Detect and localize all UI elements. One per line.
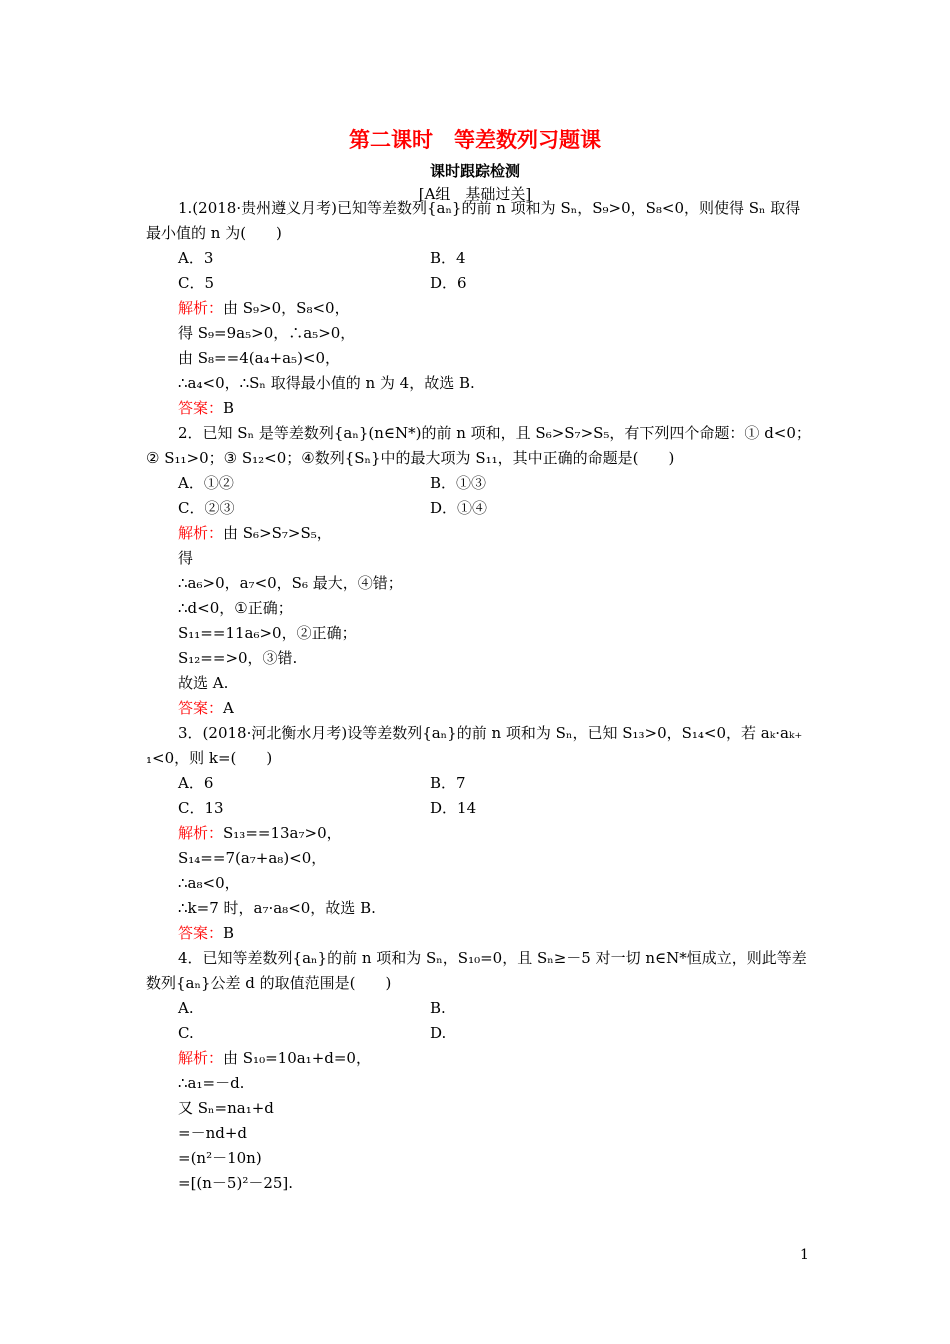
solution-line (178, 1123, 247, 1143)
line-text: =－nd+d (178, 1124, 248, 1142)
option-right: B. (430, 999, 446, 1017)
answer-line (178, 398, 234, 418)
solution-label: 解析： (178, 1049, 224, 1067)
solution-label: 解析： (178, 524, 224, 542)
line-text: A (223, 699, 234, 717)
solution-line (178, 598, 293, 618)
line-text: ∴a₈<0， (178, 874, 240, 892)
line-text: 3．(2018·河北衡水月考)设等差数列{aₙ}的前 n 项和为 Sₙ，已知 S₁₃>0，S₁₄<0，若 aₖ·aₖ₊ (178, 724, 803, 742)
line-text: ∴k=7 时，a₇·a₈<0，故选 B. (178, 899, 376, 917)
line-text: 数列{aₙ}公差 d 的取值范围是( ) (146, 974, 392, 992)
option-right: B．7 (430, 774, 466, 792)
solution-label: 解析： (178, 299, 224, 317)
solution-line (178, 648, 297, 668)
solution-line (178, 1173, 293, 1193)
line-text: ∴a₆>0，a₇<0，S₆ 最大，④错； (178, 574, 403, 592)
solution-line (178, 1148, 262, 1168)
answer-line (178, 698, 234, 718)
solution-line (178, 548, 193, 568)
option-right: D．14 (430, 799, 477, 817)
page-subtitle: 课时跟踪检测 (429, 162, 520, 180)
option-left: A．①② (178, 474, 234, 492)
question-line (178, 948, 807, 968)
option-left: A．6 (178, 774, 214, 792)
solution-line (178, 1098, 274, 1118)
solution-line (178, 623, 357, 643)
question-line (178, 198, 800, 218)
line-text: S₁₄==7(a₇+a₈)<0， (178, 849, 327, 867)
option-right: B．4 (430, 249, 466, 267)
solution-line (178, 823, 342, 843)
line-text: 1.(2018·贵州遵义月考)已知等差数列{aₙ}的前 n 项和为 Sₙ，S₉>0，S₈<0，则使得 Sₙ 取得 (178, 199, 801, 217)
option-left: C．②③ (178, 499, 235, 517)
solution-line (178, 373, 475, 393)
line-text: ∴a₁=－d. (178, 1074, 245, 1092)
option-left: C. (178, 1024, 194, 1042)
line-text: ₁<0，则 k=( ) (146, 749, 273, 767)
line-text: B (223, 924, 235, 942)
line-text: S₁₂==>0，③错. (178, 649, 298, 667)
line-text: 得 (178, 549, 194, 567)
line-text: 由 S₈==4(a₄+a₅)<0， (178, 349, 341, 367)
line-text: S₁₁==11a₆>0，②正确； (178, 624, 357, 642)
solution-line (178, 898, 376, 918)
group-heading: [A组 基础过关] (418, 185, 532, 203)
line-text: ∴d<0，①正确； (178, 599, 293, 617)
option-right: D．6 (430, 274, 467, 292)
option-right: D．①④ (430, 499, 488, 517)
line-text: =(n²－10n) (178, 1149, 262, 1167)
option-left: A. (178, 999, 194, 1017)
line-text: 得 S₉=9a₅>0，∴a₅>0， (178, 324, 356, 342)
line-text: S₁₃==13a₇>0， (223, 824, 342, 842)
option-left: A．3 (178, 249, 214, 267)
line-text: 2．已知 Sₙ 是等差数列{aₙ}(n∈N*)的前 n 项和，且 S₆>S₇>S₅，有下列四个命题：① d<0； (178, 424, 811, 442)
line-text: 4．已知等差数列{aₙ}的前 n 项和为 Sₙ，S₁₀=0，且 Sₙ≥－5 对一切 n∈N*恒成立，则此等差 (178, 949, 807, 967)
option-left: C．5 (178, 274, 215, 292)
page-number: 1 (800, 1247, 809, 1263)
line-text: 又 Sₙ=na₁+d (178, 1099, 274, 1117)
question-continuation (146, 223, 282, 243)
answer-label: 答案： (178, 924, 224, 942)
line-text: 最小值的 n 为( ) (146, 224, 282, 242)
option-right: B．①③ (430, 474, 487, 492)
question-line (178, 423, 811, 443)
solution-line (178, 873, 240, 893)
line-text: 由 S₁₀=10a₁+d=0， (223, 1049, 371, 1067)
answer-label: 答案： (178, 399, 224, 417)
answer-label: 答案： (178, 699, 224, 717)
solution-line (178, 298, 350, 318)
solution-line (178, 573, 403, 593)
solution-line (178, 323, 355, 343)
question-line (178, 723, 802, 743)
solution-line (178, 1073, 244, 1093)
solution-line (178, 348, 340, 368)
line-text: ② S₁₁>0；③ S₁₂<0；④数列{Sₙ}中的最大项为 S₁₁，其中正确的命题是( ) (146, 449, 675, 467)
solution-label: 解析： (178, 824, 224, 842)
solution-line (178, 523, 332, 543)
line-text: B (223, 399, 235, 417)
option-left: C．13 (178, 799, 224, 817)
page-title: 第二课时 等差数列习题课 (349, 128, 601, 152)
option-right: D. (430, 1024, 447, 1042)
line-text: 由 S₉>0，S₈<0， (223, 299, 350, 317)
solution-line (178, 1048, 371, 1068)
answer-line (178, 923, 234, 943)
line-text: =[(n－5)²－25]. (178, 1174, 294, 1192)
solution-line (178, 848, 326, 868)
solution-line (178, 673, 228, 693)
question-continuation (146, 748, 272, 768)
line-text: 由 S₆>S₇>S₅， (223, 524, 332, 542)
question-continuation (146, 448, 674, 468)
line-text: ∴a₄<0，∴Sₙ 取得最小值的 n 为 4，故选 B. (178, 374, 475, 392)
line-text: 故选 A. (178, 674, 229, 692)
question-continuation (146, 973, 391, 993)
